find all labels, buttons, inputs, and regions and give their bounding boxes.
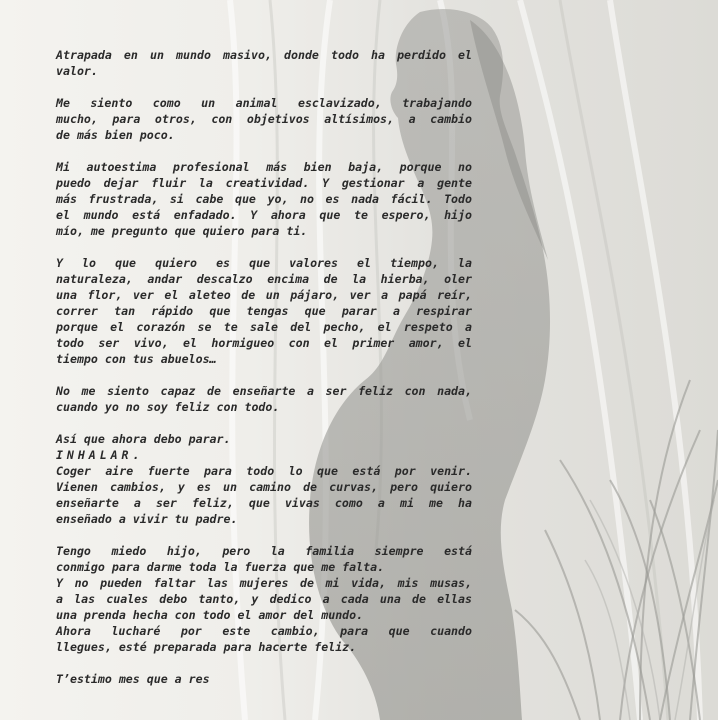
poem-paragraph bbox=[56, 159, 472, 239]
poem-line: Así que ahora debo parar. bbox=[56, 432, 231, 446]
poem-line: Mi autoestima profesional más bien baja, porque no bbox=[56, 160, 472, 174]
poem-line: más frustrada, si cabe que yo, no es nada fácil. Todo bbox=[56, 192, 472, 206]
poem-paragraph bbox=[56, 431, 472, 527]
poem-paragraph bbox=[56, 671, 472, 687]
poem-line: enseñado a vivir tu padre. bbox=[56, 512, 238, 526]
poem-line: correr tan rápido que tengas que parar a respirar bbox=[56, 304, 472, 318]
poem-line: valor. bbox=[56, 64, 98, 78]
poem-line: Ahora lucharé por este cambio, para que cuando bbox=[56, 624, 472, 638]
poem-line: llegues, esté preparada para hacerte feliz. bbox=[56, 640, 357, 654]
poem-paragraph bbox=[56, 543, 472, 655]
poem-line: mucho, para otros, con objetivos altísimos, a cambio bbox=[56, 112, 472, 126]
poem-line: Tengo miedo hijo, pero la familia siempre está bbox=[56, 544, 472, 558]
poem-line: mío, me pregunto que quiero para ti. bbox=[56, 224, 308, 238]
poem-line: cuando yo no soy feliz con todo. bbox=[56, 400, 280, 414]
poem-line: Me siento como un animal esclavizado, trabajando bbox=[56, 96, 472, 110]
poem-line: todo ser vivo, el hormigueo con el primer amor, el bbox=[56, 336, 472, 350]
poem-line: INHALAR. bbox=[56, 448, 144, 462]
poem-line: T’estimo mes que a res bbox=[56, 672, 210, 686]
poem-line: tiempo con tus abuelos… bbox=[56, 352, 217, 366]
poem-line: de más bien poco. bbox=[56, 128, 175, 142]
poem-line: Vienen cambios, y es un camino de curvas, pero quiero bbox=[56, 480, 472, 494]
poem-text bbox=[56, 47, 472, 687]
poem-line: No me siento capaz de enseñarte a ser feliz con nada, bbox=[56, 384, 472, 398]
poem-line: Y no pueden faltar las mujeres de mi vida, mis musas, bbox=[56, 576, 472, 590]
poem-line: puedo dejar fluir la creatividad. Y gestionar a gente bbox=[56, 176, 472, 190]
poem-paragraph bbox=[56, 47, 472, 79]
poem-line: Coger aire fuerte para todo lo que está por venir. bbox=[56, 464, 472, 478]
poem-line: a las cuales debo tanto, y dedico a cada una de ellas bbox=[56, 592, 472, 606]
poem-line: enseñarte a ser feliz, que vivas como a mi me ha bbox=[56, 496, 472, 510]
poem-line: porque el corazón se te sale del pecho, el respeto a bbox=[56, 320, 472, 334]
poem-line: naturaleza, andar descalzo encima de la hierba, oler bbox=[56, 272, 472, 286]
poem-paragraph bbox=[56, 255, 472, 367]
poem-line: una prenda hecha con todo el amor del mundo. bbox=[56, 608, 364, 622]
poem-paragraph bbox=[56, 383, 472, 415]
poem-paragraph bbox=[56, 95, 472, 143]
poem-line: conmigo para darme toda la fuerza que me falta. bbox=[56, 560, 385, 574]
poem-line: una flor, ver el aleteo de un pájaro, ver a papá reír, bbox=[56, 288, 472, 302]
poem-line: Y lo que quiero es que valores el tiempo, la bbox=[56, 256, 472, 270]
poem-line: el mundo está enfadado. Y ahora que te espero, hijo bbox=[56, 208, 472, 222]
poem-line: Atrapada en un mundo masivo, donde todo ha perdido el bbox=[56, 48, 472, 62]
